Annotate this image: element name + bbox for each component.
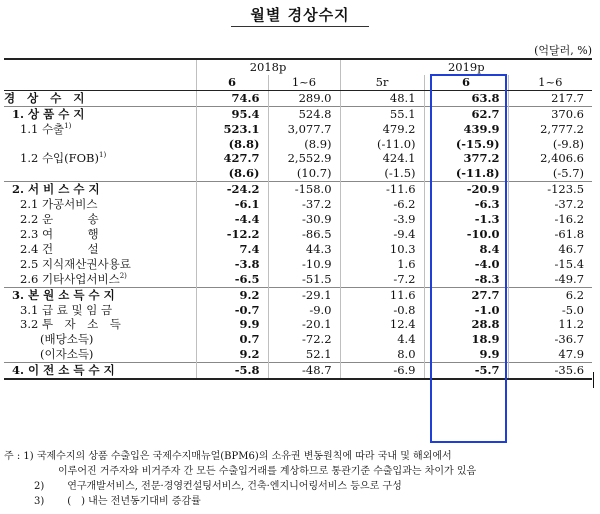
- cell-2019-1-6: (-5.7): [508, 166, 592, 181]
- cell-2019-5r: 424.1: [340, 151, 424, 166]
- cell-2018-6: 9.2: [196, 287, 268, 302]
- cell-2019-5r: 4.4: [340, 332, 424, 347]
- footnote-2-prefix: 2): [34, 481, 45, 492]
- cell-2019-1-6: 6.2: [508, 287, 592, 302]
- cell-2018-6: -6.1: [196, 197, 268, 212]
- row-label-text: (배당소득): [40, 332, 94, 347]
- table-row-exports: [4, 122, 592, 137]
- footnote-1: [4, 449, 596, 464]
- cell-2019-1-6: -123.5: [508, 182, 592, 197]
- table-row-interest-income: [4, 347, 592, 362]
- row-label-text: 2.6 기타사업서비스: [20, 271, 120, 286]
- cell-2019-6: -8.3: [424, 272, 508, 287]
- cell-2019-1-6: -37.2: [508, 197, 592, 212]
- cell-2019-1-6: (-9.8): [508, 137, 592, 152]
- table-row-travel: [4, 227, 592, 242]
- row-label: [4, 227, 196, 242]
- row-label-text: 2.1 가공서비스: [20, 197, 98, 212]
- cell-2018-1-6: (8.9): [268, 137, 340, 152]
- row-label: [4, 137, 196, 152]
- cell-2019-6: (-15.9): [424, 137, 508, 152]
- header-blank: [4, 75, 196, 90]
- cell-2019-6: 9.9: [424, 347, 508, 362]
- table-row-secondary-income-balance: [4, 363, 592, 379]
- cell-2019-6: 18.9: [424, 332, 508, 347]
- cell-2018-6: 74.6: [196, 90, 268, 106]
- header-col-2019-1-6: 1~6: [508, 75, 592, 90]
- table-row-other-business-services: [4, 272, 592, 287]
- cell-2019-1-6: 11.2: [508, 317, 592, 332]
- cell-2018-1-6: -158.0: [268, 182, 340, 197]
- cell-2018-6: 9.2: [196, 347, 268, 362]
- cell-2019-5r: 1.6: [340, 257, 424, 272]
- cell-2018-1-6: -20.1: [268, 317, 340, 332]
- cell-2019-6: 439.9: [424, 122, 508, 137]
- row-label: [4, 122, 196, 137]
- cell-2019-1-6: -35.6: [508, 363, 592, 379]
- cell-2018-6: -12.2: [196, 227, 268, 242]
- cell-2019-5r: -6.2: [340, 197, 424, 212]
- cell-2018-6: 95.4: [196, 106, 268, 121]
- cell-2019-6: -5.7: [424, 363, 508, 379]
- cell-2019-1-6: -5.0: [508, 303, 592, 318]
- cell-2018-1-6: 52.1: [268, 347, 340, 362]
- row-label-text: 3.2 투 자 소 득: [20, 317, 121, 332]
- header-year-2019: 2019p: [340, 59, 592, 75]
- cell-2019-6: 8.4: [424, 242, 508, 257]
- cell-2019-5r: 48.1: [340, 90, 424, 106]
- header-row-months: [4, 75, 592, 90]
- cell-2019-6: -4.0: [424, 257, 508, 272]
- cell-2019-5r: 479.2: [340, 122, 424, 137]
- table-row-services-balance: [4, 182, 592, 197]
- row-label: [4, 363, 196, 379]
- cell-2019-5r: -9.4: [340, 227, 424, 242]
- cell-2018-6: 7.4: [196, 242, 268, 257]
- cell-2018-6: 9.9: [196, 317, 268, 332]
- unit-label: (억달러, %): [534, 44, 592, 57]
- header-blank: [4, 59, 196, 75]
- page-title: 월별 경상수지: [250, 6, 350, 24]
- side-bar-mark: [593, 372, 594, 388]
- cell-2018-1-6: -29.1: [268, 287, 340, 302]
- cell-2019-5r: -3.9: [340, 212, 424, 227]
- title-underline: [231, 26, 369, 27]
- cell-2019-6: (-11.8): [424, 166, 508, 181]
- footnote-marker: 1): [64, 121, 72, 130]
- cell-2018-1-6: 3,077.7: [268, 122, 340, 137]
- cell-2018-1-6: -10.9: [268, 257, 340, 272]
- row-label: [4, 317, 196, 332]
- cell-2019-6: 62.7: [424, 106, 508, 121]
- row-label-text: 2. 서 비 스 수 지: [12, 182, 100, 197]
- cell-2019-6: 28.8: [424, 317, 508, 332]
- cell-2019-5r: (-1.5): [340, 166, 424, 181]
- table-row-transport: [4, 212, 592, 227]
- cell-2019-6: 63.8: [424, 90, 508, 106]
- cell-2019-5r: 8.0: [340, 347, 424, 362]
- header-col-2019-6: 6: [424, 75, 508, 90]
- header-year-2018: 2018p: [196, 59, 340, 75]
- table-row-primary-income-balance: [4, 287, 592, 302]
- table-row-imports-growth: [4, 166, 592, 181]
- row-label-text: 4. 이 전 소 득 수 지: [12, 363, 115, 378]
- footnote-2: [4, 479, 596, 494]
- cell-2018-1-6: -48.7: [268, 363, 340, 379]
- row-label: [4, 242, 196, 257]
- footnote-marker: 2): [119, 271, 127, 280]
- footnote-3-prefix: 3): [34, 496, 45, 507]
- table-row-current-account: [4, 90, 592, 106]
- cell-2019-5r: -6.9: [340, 363, 424, 379]
- cell-2019-1-6: -36.7: [508, 332, 592, 347]
- cell-2018-6: (8.6): [196, 166, 268, 181]
- footnote-3-text: ( ) 내는 전년동기대비 증감률: [67, 496, 201, 507]
- footnote-1-text: 국제수지의 상품 수출입은 국제수지매뉴얼(BPM6)의 소유권 변동원칙에 따라 국내 및 해외에서: [36, 451, 452, 462]
- cell-2019-1-6: -16.2: [508, 212, 592, 227]
- row-label: [4, 182, 196, 197]
- footnote-1-prefix: 주 : 1): [4, 451, 34, 462]
- footnote-3: [4, 494, 596, 509]
- cell-2018-1-6: -30.9: [268, 212, 340, 227]
- row-label: [4, 303, 196, 318]
- table-row-exports-growth: [4, 137, 592, 152]
- cell-2018-6: -6.5: [196, 272, 268, 287]
- row-label-text: 3. 본 원 소 득 수 지: [12, 287, 115, 302]
- header-row-years: [4, 59, 592, 75]
- table-row-processing-services: [4, 197, 592, 212]
- row-label: [4, 212, 196, 227]
- row-label-text: 2.2 운 송: [20, 212, 99, 227]
- table-row-imports-fob: [4, 151, 592, 166]
- header-col-2018-1-6: 1~6: [268, 75, 340, 90]
- cell-2018-1-6: 2,552.9: [268, 151, 340, 166]
- row-label: [4, 332, 196, 347]
- row-label: [4, 151, 196, 166]
- cell-2019-1-6: 2,777.2: [508, 122, 592, 137]
- cell-2019-5r: 11.6: [340, 287, 424, 302]
- header-col-2019-5r: 5r: [340, 75, 424, 90]
- cell-2019-5r: 12.4: [340, 317, 424, 332]
- cell-2019-5r: 10.3: [340, 242, 424, 257]
- row-label-text: 2.4 건 설: [20, 241, 99, 256]
- row-label: [4, 272, 196, 287]
- table-row-goods-balance: [4, 106, 592, 121]
- cell-2019-1-6: -15.4: [508, 257, 592, 272]
- table-body: [4, 59, 592, 379]
- row-label-text: (이자소득): [40, 347, 94, 362]
- cell-2018-6: -4.4: [196, 212, 268, 227]
- row-label-text: 3.1 급 료 및 임 금: [20, 302, 113, 317]
- cell-2019-1-6: -49.7: [508, 272, 592, 287]
- cell-2019-1-6: 370.6: [508, 106, 592, 121]
- cell-2018-1-6: 524.8: [268, 106, 340, 121]
- row-label-text: 1.1 수출: [20, 121, 65, 136]
- cell-2018-1-6: -51.5: [268, 272, 340, 287]
- row-label: [4, 197, 196, 212]
- table-row-dividend-income: [4, 332, 592, 347]
- cell-2018-1-6: (10.7): [268, 166, 340, 181]
- footnote-2-text: 연구개발서비스, 전문·경영컨설팅서비스, 건축·엔지니어링서비스 등으로 구성: [67, 481, 402, 492]
- cell-2019-6: -10.0: [424, 227, 508, 242]
- table-row-construction: [4, 242, 592, 257]
- current-account-table: [4, 58, 592, 380]
- cell-2018-6: -5.8: [196, 363, 268, 379]
- cell-2019-1-6: 2,406.6: [508, 151, 592, 166]
- cell-2018-6: -3.8: [196, 257, 268, 272]
- cell-2019-1-6: 46.7: [508, 242, 592, 257]
- footnotes: [4, 449, 596, 509]
- cell-2018-6: 427.7: [196, 151, 268, 166]
- row-label-text: 2.3 여 행: [20, 226, 99, 241]
- cell-2018-1-6: -72.2: [268, 332, 340, 347]
- row-label-text: 2.5 지식재산권사용료: [20, 256, 131, 271]
- cell-2019-1-6: -61.8: [508, 227, 592, 242]
- cell-2019-6: -1.0: [424, 303, 508, 318]
- row-label: [4, 347, 196, 362]
- row-label-text: 경 상 수 지: [4, 90, 89, 105]
- cell-2018-1-6: -37.2: [268, 197, 340, 212]
- footnote-1-continued: 이루어진 거주자와 비거주자 간 모든 수출입거래를 계상하므로 통관기준 수출입과는 차이가 있음: [58, 466, 477, 477]
- row-label: [4, 106, 196, 121]
- row-label-text: 1. 상 품 수 지: [12, 106, 85, 121]
- cell-2019-5r: (-11.0): [340, 137, 424, 152]
- cell-2018-6: 0.7: [196, 332, 268, 347]
- cell-2019-5r: -0.8: [340, 303, 424, 318]
- cell-2019-6: 27.7: [424, 287, 508, 302]
- cell-2018-1-6: -86.5: [268, 227, 340, 242]
- cell-2019-6: -1.3: [424, 212, 508, 227]
- cell-2019-6: -6.3: [424, 197, 508, 212]
- cell-2018-1-6: -9.0: [268, 303, 340, 318]
- row-label: [4, 287, 196, 302]
- cell-2019-5r: 55.1: [340, 106, 424, 121]
- cell-2019-1-6: 217.7: [508, 90, 592, 106]
- cell-2018-1-6: 44.3: [268, 242, 340, 257]
- footnote-marker: 1): [99, 151, 107, 160]
- row-label: [4, 166, 196, 181]
- table-row-ip-charges: [4, 257, 592, 272]
- cell-2018-6: 523.1: [196, 122, 268, 137]
- table-row-compensation-of-employees: [4, 303, 592, 318]
- table-row-investment-income: [4, 317, 592, 332]
- cell-2018-1-6: 289.0: [268, 90, 340, 106]
- cell-2019-5r: -7.2: [340, 272, 424, 287]
- cell-2018-6: (8.8): [196, 137, 268, 152]
- cell-2019-6: -20.9: [424, 182, 508, 197]
- row-label: [4, 90, 196, 106]
- cell-2019-5r: -11.6: [340, 182, 424, 197]
- cell-2019-1-6: 47.9: [508, 347, 592, 362]
- row-label: [4, 257, 196, 272]
- header-col-2018-6: 6: [196, 75, 268, 90]
- cell-2018-6: -0.7: [196, 303, 268, 318]
- cell-2018-6: -24.2: [196, 182, 268, 197]
- cell-2019-6: 377.2: [424, 151, 508, 166]
- row-label-text: 1.2 수입(FOB): [20, 151, 99, 166]
